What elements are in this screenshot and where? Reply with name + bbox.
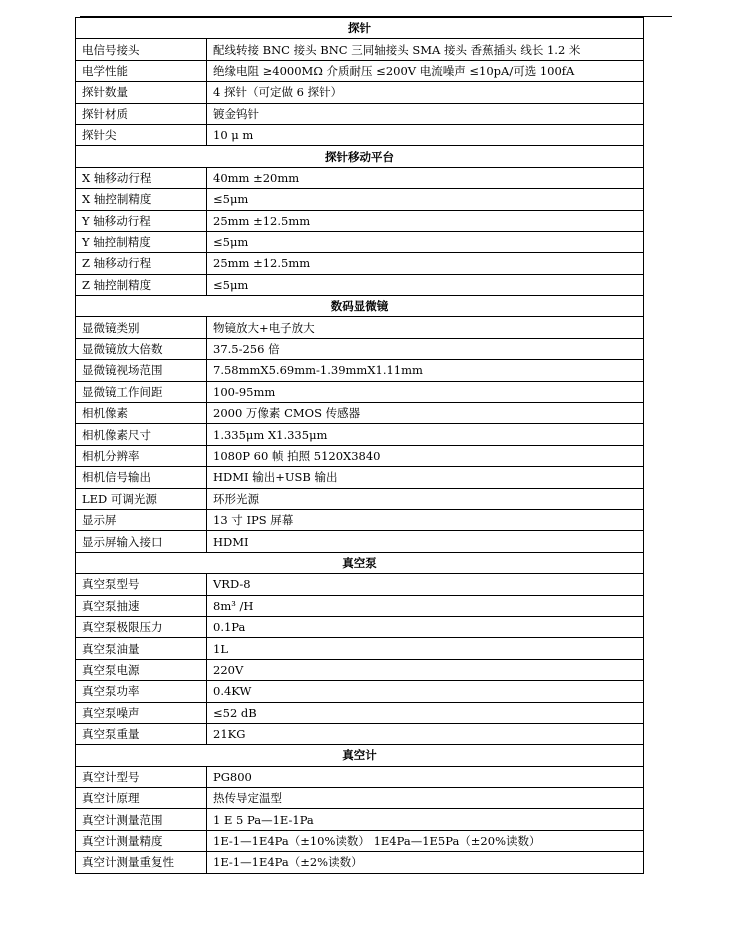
section-title: 数码显微镜 [76,296,644,317]
section-title: 真空计 [76,745,644,766]
spec-label: Y 轴控制精度 [76,231,207,252]
spec-table-body [76,18,644,874]
section-title: 探针 [76,18,644,39]
spec-table [75,17,644,874]
table-row [76,702,644,723]
spec-value: 1E-1—1E4Pa（±2%读数） [207,852,644,873]
spec-value: 配线转接 BNC 接头 BNC 三同轴接头 SMA 接头 香蕉插头 线长 1.2 米 [207,39,644,60]
spec-label: 电学性能 [76,60,207,81]
spec-value: 1 E 5 Pa—1E-1Pa [207,809,644,830]
spec-value: 100-95mm [207,381,644,402]
table-row [76,424,644,445]
spec-label: 真空泵重量 [76,723,207,744]
table-row [76,60,644,81]
table-row [76,574,644,595]
spec-label: 相机像素尺寸 [76,424,207,445]
table-row [76,595,644,616]
table-row [76,210,644,231]
spec-value: 1E-1—1E4Pa（±10%读数） 1E4Pa—1E5Pa（±20%读数） [207,830,644,851]
spec-label: 相机分辨率 [76,445,207,466]
spec-value: 热传导定温型 [207,788,644,809]
table-row [76,616,644,637]
table-row [76,167,644,188]
spec-label: 真空计原理 [76,788,207,809]
table-row [76,445,644,466]
spec-label: 真空计测量范围 [76,809,207,830]
spec-value: ≤5μm [207,189,644,210]
spec-label: 真空泵油量 [76,638,207,659]
spec-label: 电信号接头 [76,39,207,60]
spec-label: Y 轴移动行程 [76,210,207,231]
section-title: 探针移动平台 [76,146,644,167]
table-row [76,82,644,103]
spec-value: 13 寸 IPS 屏幕 [207,509,644,530]
table-row [76,39,644,60]
spec-value: 1080P 60 帧 拍照 5120X3840 [207,445,644,466]
table-row [76,766,644,787]
table-row [76,403,644,424]
spec-label: 探针数量 [76,82,207,103]
spec-label: 真空泵极限压力 [76,616,207,637]
spec-label: 显示屏输入接口 [76,531,207,552]
spec-label: 显微镜视场范围 [76,360,207,381]
spec-value: VRD-8 [207,574,644,595]
spec-label: 探针尖 [76,124,207,145]
spec-value: 绝缘电阻 ≥4000MΩ 介质耐压 ≤200V 电流噪声 ≤10pA/可选 100fA [207,60,644,81]
spec-value: PG800 [207,766,644,787]
table-row [76,638,644,659]
table-row [76,488,644,509]
spec-value: 镀金钨针 [207,103,644,124]
spec-label: Z 轴控制精度 [76,274,207,295]
spec-label: 探针材质 [76,103,207,124]
section-title: 真空泵 [76,552,644,573]
table-row [76,788,644,809]
spec-label: 真空泵电源 [76,659,207,680]
spec-label: 真空泵噪声 [76,702,207,723]
spec-label: X 轴控制精度 [76,189,207,210]
table-row [76,830,644,851]
table-row [76,809,644,830]
spec-value: HDMI 输出+USB 输出 [207,467,644,488]
section-header-row [76,18,644,39]
spec-value: 0.4KW [207,681,644,702]
spec-label: 相机信号输出 [76,467,207,488]
spec-value: 7.58mmX5.69mm-1.39mmX1.11mm [207,360,644,381]
table-row [76,531,644,552]
spec-value: 25mm ±12.5mm [207,253,644,274]
spec-value: ≤5μm [207,231,644,252]
table-row [76,381,644,402]
table-row [76,103,644,124]
table-row [76,253,644,274]
spec-label: 显示屏 [76,509,207,530]
spec-label: 真空泵抽速 [76,595,207,616]
section-header-row [76,146,644,167]
table-row [76,317,644,338]
table-row [76,681,644,702]
spec-value: 10 μ m [207,124,644,145]
spec-value: 8m³ /H [207,595,644,616]
section-header-row [76,296,644,317]
spec-label: 真空计测量重复性 [76,852,207,873]
spec-value: ≤52 dB [207,702,644,723]
table-row [76,659,644,680]
spec-label: 显微镜类别 [76,317,207,338]
table-row [76,274,644,295]
spec-value: 40mm ±20mm [207,167,644,188]
table-row [76,231,644,252]
table-row [76,338,644,359]
table-row [76,124,644,145]
spec-label: LED 可调光源 [76,488,207,509]
spec-value: 0.1Pa [207,616,644,637]
spec-value: HDMI [207,531,644,552]
spec-label: 真空泵型号 [76,574,207,595]
spec-label: 相机像素 [76,403,207,424]
spec-label: X 轴移动行程 [76,167,207,188]
spec-label: 真空泵功率 [76,681,207,702]
spec-label: 真空计测量精度 [76,830,207,851]
table-row [76,189,644,210]
spec-value: 25mm ±12.5mm [207,210,644,231]
spec-label: 显微镜工作间距 [76,381,207,402]
spec-value: 环形光源 [207,488,644,509]
spec-value: 37.5-256 倍 [207,338,644,359]
spec-value: 4 探针（可定做 6 探针） [207,82,644,103]
spec-value: 1L [207,638,644,659]
section-header-row [76,745,644,766]
table-row [76,467,644,488]
table-row [76,852,644,873]
spec-label: Z 轴移动行程 [76,253,207,274]
section-header-row [76,552,644,573]
spec-label: 真空计型号 [76,766,207,787]
spec-value: 2000 万像素 CMOS 传感器 [207,403,644,424]
table-row [76,509,644,530]
spec-value: 1.335μm X1.335μm [207,424,644,445]
spec-value: 220V [207,659,644,680]
table-row [76,723,644,744]
spec-value: ≤5μm [207,274,644,295]
spec-value: 21KG [207,723,644,744]
spec-label: 显微镜放大倍数 [76,338,207,359]
table-row [76,360,644,381]
spec-value: 物镜放大+电子放大 [207,317,644,338]
